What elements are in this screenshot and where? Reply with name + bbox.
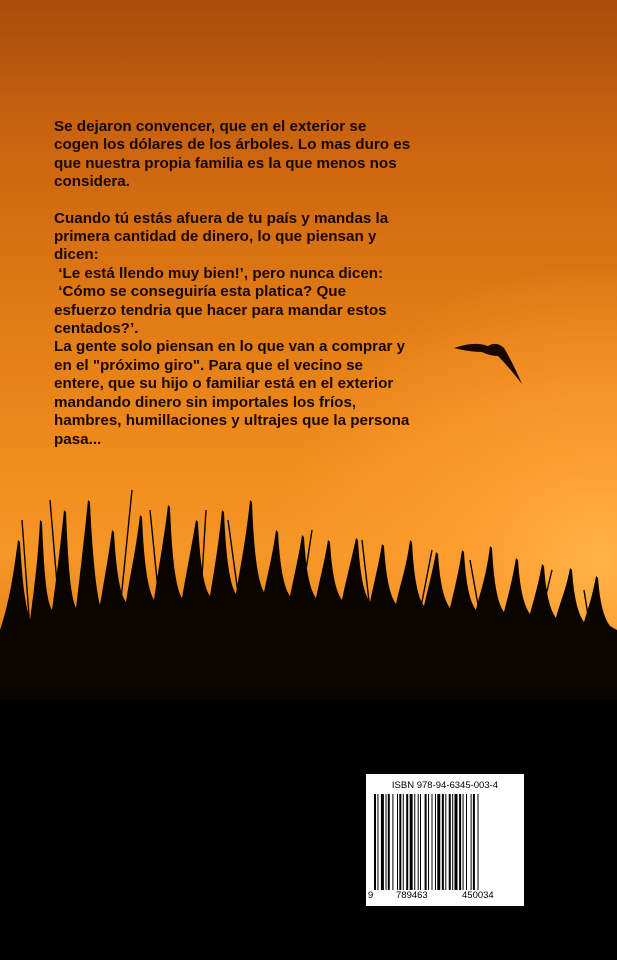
barcode-digits-right: 450034 <box>462 890 494 901</box>
text-line: primera cantidad de dinero, lo que piensan y <box>54 228 377 246</box>
isbn-barcode <box>366 774 524 906</box>
barcode-bar <box>463 794 464 890</box>
text-line: hambres, humillaciones y ultrajes que la persona <box>54 412 410 430</box>
barcode-bar <box>410 794 413 890</box>
text-line: considera. <box>54 173 130 191</box>
barcode-digits <box>366 890 524 904</box>
barcode-bars <box>374 794 514 890</box>
barcode-bar <box>377 794 378 890</box>
barcode-bar <box>418 794 419 890</box>
barcode-bar <box>432 794 433 890</box>
barcode-bar <box>445 794 446 890</box>
dark-ground <box>0 700 617 960</box>
text-line: cogen los dólares de los árboles. Lo mas duro es <box>54 136 411 154</box>
barcode-bar <box>392 794 393 890</box>
isbn-label: ISBN 978-94-6345-003-4 <box>391 780 499 791</box>
barcode-bar <box>449 794 451 890</box>
barcode-bar <box>437 794 440 890</box>
barcode-digits-left: 789463 <box>396 890 428 901</box>
text-line: que nuestra propia familia es la que menos nos <box>54 154 397 172</box>
barcode-bar <box>397 794 398 890</box>
barcode-bar <box>452 794 453 890</box>
barcode-bar <box>414 794 415 890</box>
text-line: en el "próximo giro". Para que el vecino se <box>54 356 363 374</box>
barcode-bar <box>403 794 404 890</box>
text-line: ‘Le está llendo muy bien!’, pero nunca dicen: <box>54 264 384 282</box>
barcode-bar <box>428 794 429 890</box>
barcode-bar <box>471 794 472 890</box>
text-line: entere, que su hijo o familiar está en el exterior <box>54 375 394 393</box>
barcode-bar <box>381 794 384 890</box>
text-line: dicen: <box>54 246 99 264</box>
barcode-digit-first: 9 <box>368 890 374 901</box>
back-cover-text <box>54 118 574 449</box>
barcode-bar <box>466 794 467 890</box>
text-line: pasa... <box>54 430 102 448</box>
text-line: Cuando tú estás afuera de tu país y mandas la <box>54 209 389 227</box>
text-line: ‘Cómo se conseguiría esta platica? Que <box>54 283 347 301</box>
barcode-bar <box>435 794 436 890</box>
barcode-bar <box>459 794 461 890</box>
barcode-bar <box>406 794 408 890</box>
barcode-bar <box>478 794 479 890</box>
text-line: mandando dinero sin importales los fríos, <box>54 393 357 411</box>
barcode-bar <box>442 794 444 890</box>
text-line: La gente solo piensan en lo que van a comprar y <box>54 338 406 356</box>
text-line: centados?’. <box>54 320 139 338</box>
barcode-bar <box>386 794 387 890</box>
barcode-bar <box>425 794 427 890</box>
barcode-bar <box>399 794 401 890</box>
barcode-bar <box>455 794 458 890</box>
barcode-bar <box>420 794 421 890</box>
text-line: Se dejaron convencer, que en el exterior se <box>54 118 367 135</box>
text-line: esfuerzo tendria que hacer para mandar estos <box>54 301 387 319</box>
barcode-bar <box>374 794 376 890</box>
barcode-bar <box>388 794 390 890</box>
barcode-bar <box>473 794 475 890</box>
